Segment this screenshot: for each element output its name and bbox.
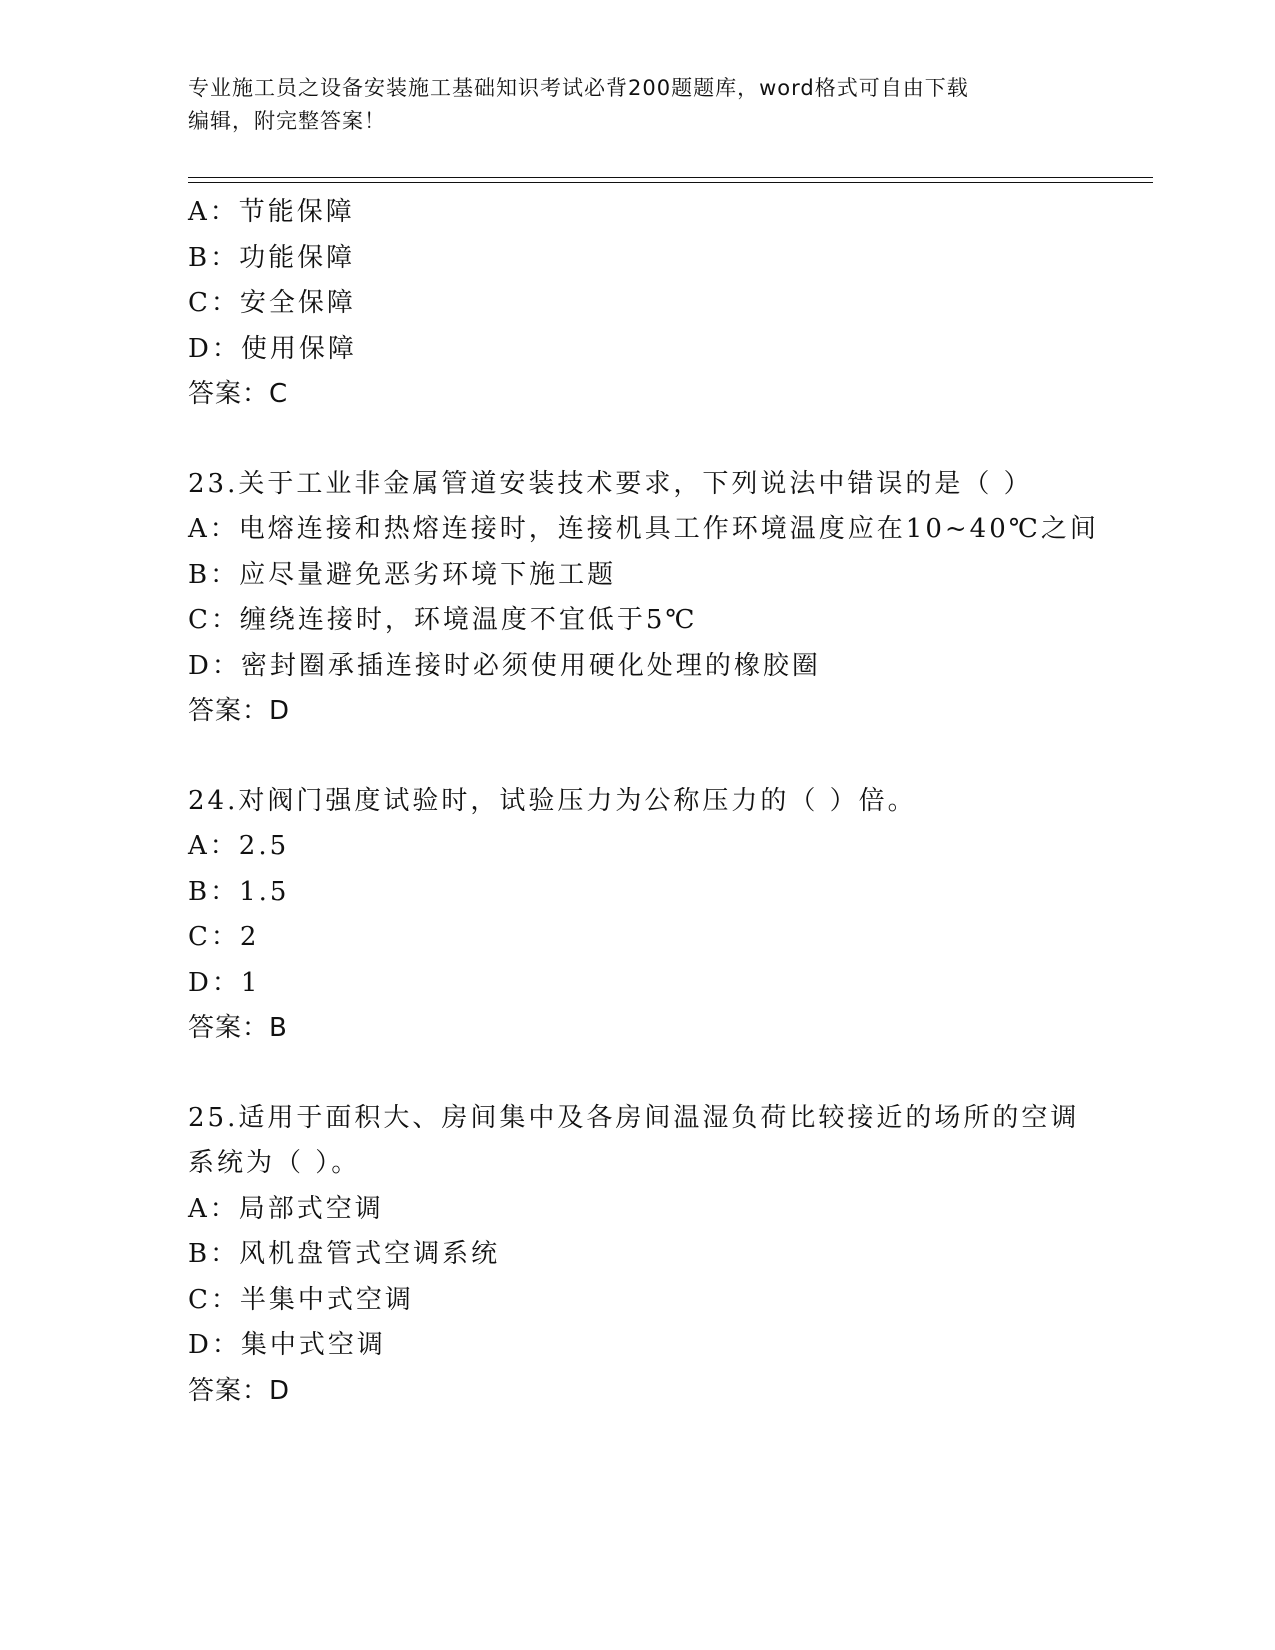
option-a: A：节能保障 bbox=[188, 197, 355, 227]
header-title-line-1: 专业施工员之设备安装施工基础知识考试必背200题题库，word格式可自由下载 bbox=[188, 76, 969, 100]
question-stem-line-1: 25.适用于面积大、房间集中及各房间温湿负荷比较接近的场所的空调 bbox=[188, 1102, 1080, 1133]
answer: 答案：D bbox=[188, 696, 291, 726]
option-b: B：功能保障 bbox=[188, 242, 356, 273]
question-25 bbox=[188, 1096, 1088, 1415]
option-a: A：局部式空调 bbox=[188, 1193, 384, 1224]
option-d: D：1 bbox=[188, 967, 261, 998]
question-stem: 24.对阀门强度试验时，试验压力为公称压力的（ ）倍。 bbox=[188, 785, 917, 816]
option-a: A：电熔连接和热熔连接时，连接机具工作环境温度应在10~40℃之间 bbox=[188, 514, 1099, 544]
option-a: A：2.5 bbox=[188, 831, 290, 861]
option-c: C：缠绕连接时，环境温度不宜低于5℃ bbox=[188, 605, 698, 635]
option-d: D：密封圈承插连接时必须使用硬化处理的橡胶圈 bbox=[188, 650, 821, 681]
header-divider-top bbox=[188, 177, 1153, 178]
question-stem-line-2: 系统为（ ）。 bbox=[188, 1148, 361, 1178]
answer: 答案：B bbox=[188, 1013, 288, 1043]
document-header bbox=[188, 72, 1088, 138]
header-title-line-2: 编辑，附完整答案！ bbox=[188, 109, 386, 133]
option-c: C：安全保障 bbox=[188, 288, 356, 318]
question-stem: 23.关于工业非金属管道安装技术要求，下列说法中错误的是（ ） bbox=[188, 468, 1033, 499]
option-b: B：1.5 bbox=[188, 876, 290, 907]
option-c: C：半集中式空调 bbox=[188, 1284, 414, 1315]
option-b: B：应尽量避免恶劣环境下施工题 bbox=[188, 559, 617, 590]
option-d: D：集中式空调 bbox=[188, 1330, 386, 1360]
question-list bbox=[188, 190, 1099, 1414]
question-24 bbox=[188, 779, 1088, 1052]
question-23 bbox=[188, 462, 1099, 735]
question-22 bbox=[188, 190, 1088, 418]
answer: 答案：D bbox=[188, 1375, 291, 1406]
option-d: D：使用保障 bbox=[188, 333, 357, 364]
answer: 答案：C bbox=[188, 379, 289, 409]
option-c: C：2 bbox=[188, 922, 260, 952]
option-b: B：风机盘管式空调系统 bbox=[188, 1239, 501, 1269]
header-divider-bottom bbox=[188, 182, 1153, 183]
